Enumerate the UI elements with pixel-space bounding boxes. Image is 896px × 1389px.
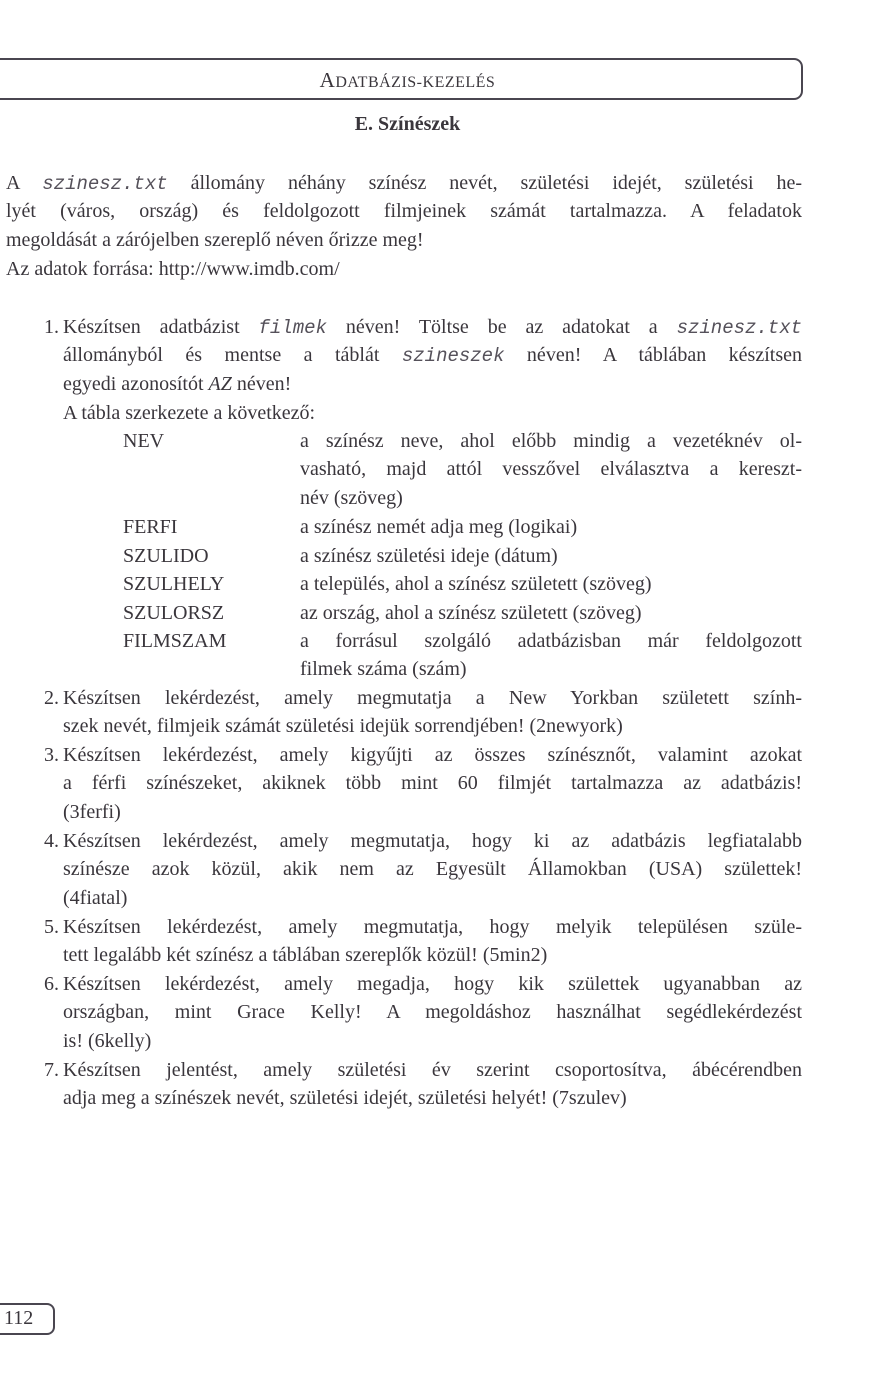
task-line: Készítsen lekérdezést, amely megmutatja, hogy melyik településen szüle- [63,916,802,938]
task-number: 4. [44,830,59,852]
task-line: (3ferfi) [63,801,121,823]
field-desc: a színész neve, ahol előbb mindig a vezetéknév ol- [300,430,802,452]
task-line: A tábla szerkezete a következő: [63,402,316,424]
field-desc: a színész születési ideje (dátum) [300,545,558,567]
task-number: 6. [44,973,59,995]
section-title: E. Színészek [354,113,461,135]
task-line: is! (6kelly) [63,1030,152,1052]
field-name: NEV [123,430,165,452]
task-line: szek nevét, filmjeik számát születési idejük sorrendjében! (2newyork) [63,715,623,737]
task-line: Készítsen lekérdezést, amely megadja, hogy kik születtek ugyanabban az [63,973,802,995]
chapter-title-initial: A [319,68,336,92]
chapter-title-rest: DATBÁZIS-KEZELÉS [335,74,496,91]
chapter-title [0,68,815,93]
task-line: Készítsen adatbázist filmek néven! Töltse be az adatokat a szinesz.txt [63,316,803,339]
task-line: (4fiatal) [63,887,128,909]
intro-line: A szinesz.txt állomány néhány színész nevét, születési idejét, születési he- [6,172,802,195]
field-name: FILMSZAM [123,630,227,652]
task-line: tett legalább két színész a táblában szereplők közül! (5min2) [63,944,548,966]
field-desc: az ország, ahol a színész született (szöveg) [300,602,642,624]
table-name: szineszek [401,345,505,367]
task-line: Készítsen jelentést, amely születési év szerint csoportosítva, ábécérendben [63,1059,802,1081]
filename: szinesz.txt [42,173,168,195]
task-line: adja meg a színészek nevét, születési idejét, születési helyét! (7szulev) [63,1087,627,1109]
field-name: FERFI [123,516,178,538]
intro-line: lyét (város, ország) és feldolgozott filmjeinek számát tartalmazza. A feladatok [6,200,802,222]
field-name: SZULORSZ [123,602,225,624]
task-line: Készítsen lekérdezést, amely kigyűjti az összes színésznőt, valamint azokat [63,744,802,766]
task-number: 7. [44,1059,59,1081]
task-line: egyedi azonosítót AZ néven! [63,373,292,395]
task-number: 1. [44,316,59,338]
field-name: SZULHELY [123,573,225,595]
intro-source: Az adatok forrása: http://www.imdb.com/ [6,258,340,280]
id-field-name: AZ [208,373,232,395]
filename: szinesz.txt [676,317,803,339]
field-desc: filmek száma (szám) [300,658,467,680]
task-line: Készítsen lekérdezést, amely megmutatja, hogy ki az adatbázis legfiatalabb [63,830,802,852]
field-desc: név (szöveg) [300,487,403,509]
task-number: 5. [44,916,59,938]
field-desc: vasható, majd attól vesszővel elválasztva a kereszt- [300,458,802,480]
task-line: országban, mint Grace Kelly! A megoldáshoz használhat segédlekérdezést [63,1001,802,1023]
field-desc: a település, ahol a színész született (szöveg) [300,573,652,595]
field-desc: a forrásul szolgáló adatbázisban már feldolgozott [300,630,802,652]
task-line: a férfi színészeket, akiknek több mint 60 filmjét tartalmazza az adatbázis! [63,772,802,794]
task-line: állományból és mentse a táblát szineszek néven! A táblában készítsen [63,344,802,367]
page-number: 112 [4,1307,34,1329]
task-line: színésze azok közül, akik nem az Egyesült Államokban (USA) születtek! [63,858,802,880]
database-name: filmek [258,317,327,339]
field-name: SZULIDO [123,545,209,567]
task-line: Készítsen lekérdezést, amely megmutatja a New Yorkban született szính- [63,687,802,709]
intro-line: megoldását a zárójelben szereplő néven őrizze meg! [6,229,424,251]
task-number: 2. [44,687,59,709]
field-desc: a színész nemét adja meg (logikai) [300,516,578,538]
task-number: 3. [44,744,59,766]
